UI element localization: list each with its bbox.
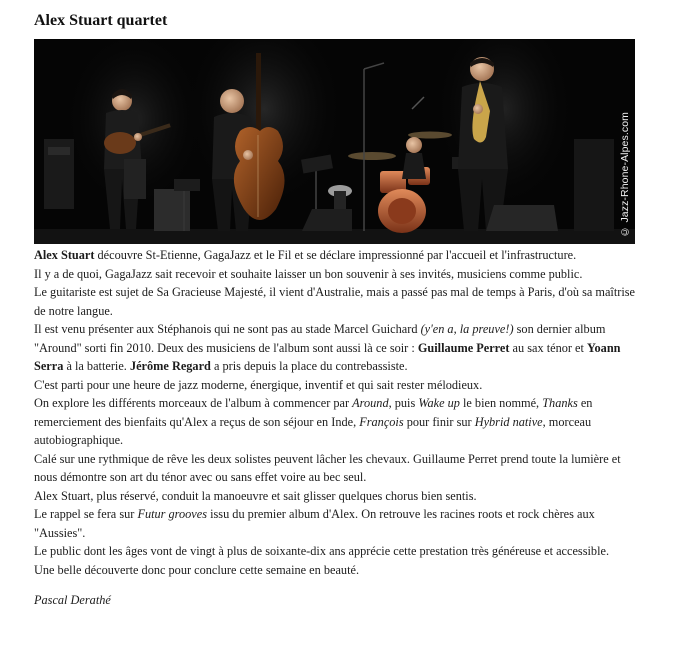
paragraph-10: Le public dont les âges vont de vingt à plus de soixante-dix ans apprécie cette prestation très généreuse et accessible. [34,544,610,558]
paragraph-7: Calé sur une rythmique de rêve les deux solistes peuvent lâcher les chevaux. Guillaume Perret prend toute la lumière et nous démontre son art du ténor avec ou sans effet voire au bec seul. [34,451,621,484]
paragraph-11: Une belle découverte donc pour conclure cette semaine en beauté. [34,562,360,577]
bold-name: Yoann Serra [34,340,621,373]
bold-name: Guillaume Perret [417,340,510,355]
paragraph-6: On explore les différents morceaux de l'album à commencer par Around, puis Wake up le bien nommé, Thanks en remerciement des bienfaits qu'Alex a reçus de son séjour en Inde, François pour finir sur Hybrid native, morceau autobiographique. [34,396,593,447]
paragraph-5: C'est parti pour une heure de jazz moderne, énergique, inventif et qui sait rester mélodieux. [34,377,483,392]
article-body [34,246,637,579]
paragraph-9: Le rappel se fera sur Futur grooves issu du premier album d'Alex. On retrouve les racines roots et rock chères aux "Aussies". [34,507,595,540]
photo-credit: © Jazz-Rhone-Alpes.com [619,112,631,238]
paragraph-1: Alex Stuart découvre St-Etienne, GagaJazz et le Fil et se déclare impressionné par l'accueil et l'infrastructure. [34,248,577,262]
paragraph-3: Le guitariste est sujet de Sa Gracieuse Majesté, il vient d'Australie, mais a passé pas mal de temps à Paris, d'où sa maîtrise de notre langue. [34,285,636,318]
concert-photo [34,39,635,244]
stage-illustration [34,39,635,244]
bold-name: Jérôme Regard [129,359,211,373]
paragraph-8: Alex Stuart, plus réservé, conduit la manoeuvre et sait glisser quelques chorus bien sentis. [34,488,477,503]
author-signature: Pascal Derathé [34,593,111,607]
bold-name: Alex Stuart [34,248,95,262]
article-title: Alex Stuart quartet [34,12,168,29]
paragraph-4: Il est venu présenter aux Stéphanois qui ne sont pas au stade Marcel Guichard (y'en a, la preuve!) son dernier album "Around" sorti fin 2010. Deux des musiciens de l'album sont aussi là ce soir : Guillaume Perret au sax ténor et Yoann Serra à la batterie. Jérôme Regard a pris depuis la place du contrebassiste. [34,322,621,373]
article [34,10,637,608]
paragraph-2: Il y a de quoi, GagaJazz sait recevoir et souhaite laisser un bon souvenir à ses invités, musiciens comme public. [34,266,583,281]
